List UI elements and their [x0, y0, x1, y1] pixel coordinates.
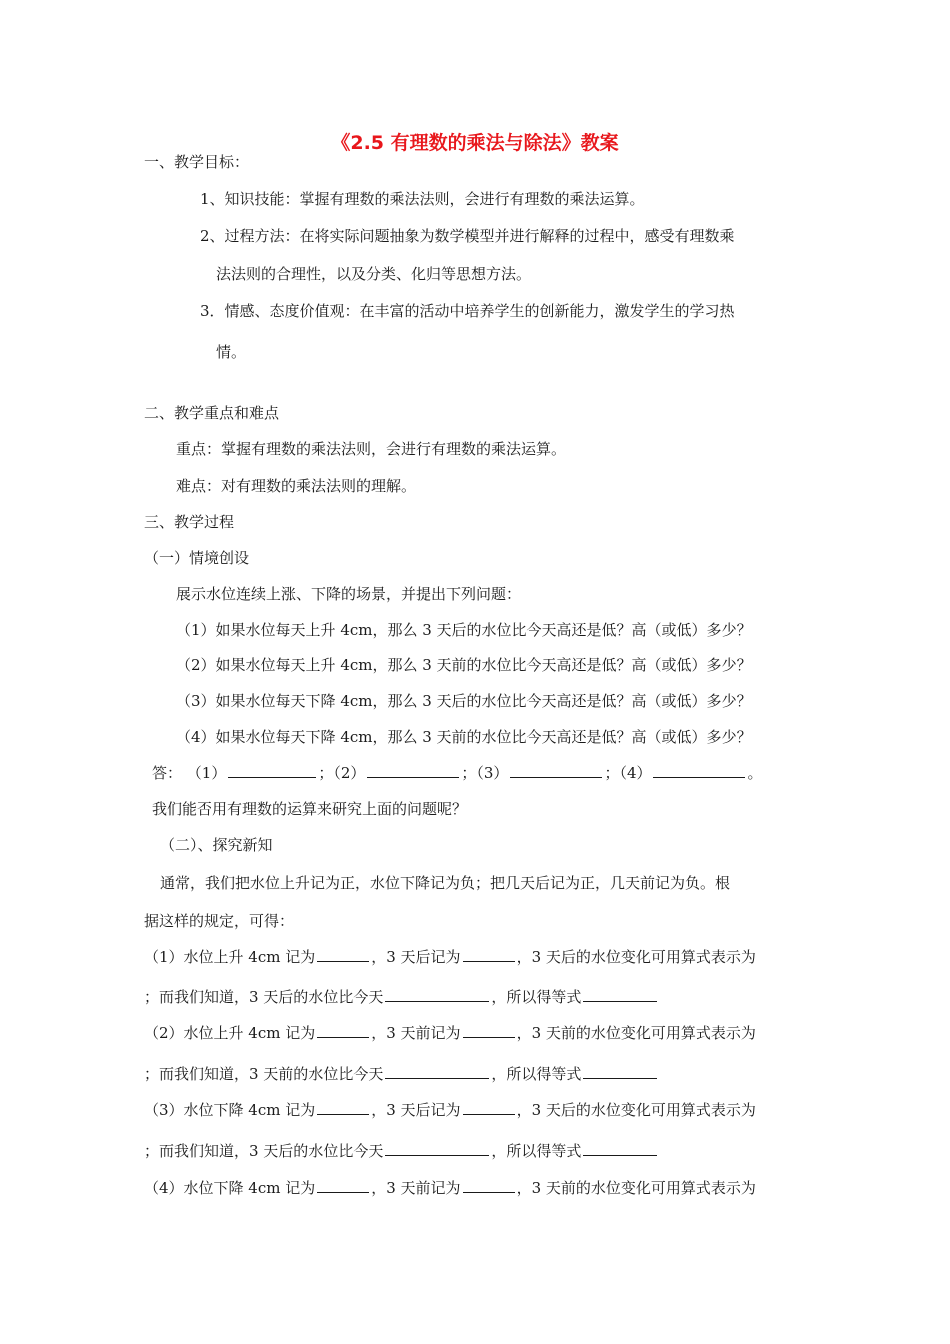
answer-label-1: （1） [186, 764, 227, 782]
exercise-3-text-b: ，3 天后记为 [371, 1101, 461, 1119]
exercise-1-line2 [144, 987, 659, 1007]
section-heading-process: 三、教学过程 [144, 513, 235, 531]
sign-rule-line2: 据这样的规定，可得： [144, 912, 295, 930]
exercise-2-blank-b[interactable] [463, 1023, 515, 1038]
section-heading-objectives: 一、教学目标： [144, 153, 250, 171]
key-point: 重点：掌握有理数的乘法法则，会进行有理数的乘法运算。 [176, 440, 567, 458]
section-heading-keypoints: 二、教学重点和难点 [144, 404, 280, 422]
answer-blank-4[interactable] [653, 763, 745, 778]
answer-label-3: ；（3） [461, 764, 509, 782]
exercise-2-blank-d[interactable] [583, 1064, 657, 1079]
exercise-3-text-a: （3）水位下降 4cm 记为 [144, 1101, 316, 1119]
transition-question: 我们能否用有理数的运算来研究上面的问题呢？ [152, 800, 468, 818]
exercise-1-text-e: ，所以得等式 [491, 988, 582, 1006]
exercise-3-text-c: ，3 天后的水位变化可用算式表示为 [516, 1101, 756, 1119]
answer-label-4: ；（4） [604, 764, 652, 782]
exercise-2-text-b: ，3 天前记为 [371, 1024, 461, 1042]
exercise-4-blank-b[interactable] [463, 1178, 515, 1193]
exercise-2-text-d: ；而我们知道，3 天前的水位比今天 [144, 1065, 384, 1083]
exercise-2-blank-c[interactable] [385, 1064, 489, 1079]
question-3: （3）如果水位每天下降 4cm，那么 3 天后的水位比今天高还是低？高（或低）多少？ [176, 692, 752, 710]
exercise-4-line1 [144, 1178, 756, 1198]
objective-process-line2: 法法则的合理性，以及分类、化归等思想方法。 [216, 265, 532, 283]
question-4: （4）如果水位每天下降 4cm，那么 3 天前的水位比今天高还是低？高（或低）多少？ [176, 728, 752, 746]
question-1: （1）如果水位每天上升 4cm，那么 3 天后的水位比今天高还是低？高（或低）多少？ [176, 621, 752, 639]
document-title: 《2.5 有理数的乘法与除法》教案 [331, 132, 619, 154]
objective-attitude-line1: 3．情感、态度价值观：在丰富的活动中培养学生的创新能力，激发学生的学习热 [200, 302, 735, 320]
exercise-4-text-a: （4）水位下降 4cm 记为 [144, 1179, 316, 1197]
exercise-1-text-b: ，3 天后记为 [371, 948, 461, 966]
answer-blank-2[interactable] [367, 763, 459, 778]
answer-label: 答： [152, 764, 183, 782]
exercise-4-text-b: ，3 天前记为 [371, 1179, 461, 1197]
exercise-3-blank-c[interactable] [385, 1141, 489, 1156]
exercise-3-text-d: ；而我们知道，3 天后的水位比今天 [144, 1142, 384, 1160]
exercise-3-blank-b[interactable] [463, 1100, 515, 1115]
exercise-3-line1 [144, 1100, 756, 1120]
question-2: （2）如果水位每天上升 4cm，那么 3 天前的水位比今天高还是低？高（或低）多少？ [176, 656, 752, 674]
exercise-2-text-c: ，3 天前的水位变化可用算式表示为 [516, 1024, 756, 1042]
objective-knowledge: 1、知识技能：掌握有理数的乘法法则，会进行有理数的乘法运算。 [200, 190, 645, 208]
exercise-4-text-c: ，3 天前的水位变化可用算式表示为 [516, 1179, 756, 1197]
exercise-2-text-a: （2）水位上升 4cm 记为 [144, 1024, 316, 1042]
answer-end: 。 [747, 764, 763, 782]
exercise-2-blank-a[interactable] [317, 1023, 369, 1038]
answer-label-2: ；（2） [318, 764, 366, 782]
objective-process-line1: 2、过程方法：在将实际问题抽象为数学模型并进行解释的过程中，感受有理数乘 [200, 227, 735, 245]
exercise-2-line2 [144, 1064, 659, 1084]
exercise-3-blank-d[interactable] [583, 1141, 657, 1156]
exercise-1-text-c: ，3 天后的水位变化可用算式表示为 [516, 948, 756, 966]
exercise-2-text-e: ，所以得等式 [491, 1065, 582, 1083]
exercise-1-blank-c[interactable] [385, 987, 489, 1002]
exercise-4-blank-a[interactable] [317, 1178, 369, 1193]
exercise-3-blank-a[interactable] [317, 1100, 369, 1115]
answer-blank-3[interactable] [510, 763, 602, 778]
answer-line [152, 763, 763, 783]
exercise-1-text-a: （1）水位上升 4cm 记为 [144, 948, 316, 966]
subsection-scenario: （一）情境创设 [144, 549, 250, 567]
sign-rule-line1: 通常，我们把水位上升记为正，水位下降记为负；把几天后记为正，几天前记为负。根 [160, 874, 731, 892]
exercise-2-line1 [144, 1023, 756, 1043]
exercise-3-line2 [144, 1141, 659, 1161]
exercise-1-line1 [144, 947, 756, 967]
exercise-1-blank-b[interactable] [463, 947, 515, 962]
answer-blank-1[interactable] [228, 763, 316, 778]
exercise-1-text-d: ；而我们知道，3 天后的水位比今天 [144, 988, 384, 1006]
scenario-intro: 展示水位连续上涨、下降的场景，并提出下列问题： [176, 585, 522, 603]
exercise-1-blank-d[interactable] [583, 987, 657, 1002]
subsection-explore: （二）、探究新知 [160, 836, 273, 854]
exercise-1-blank-a[interactable] [317, 947, 369, 962]
difficult-point: 难点：对有理数的乘法法则的理解。 [176, 477, 417, 495]
objective-attitude-line2: 情。 [216, 343, 247, 361]
exercise-3-text-e: ，所以得等式 [491, 1142, 582, 1160]
